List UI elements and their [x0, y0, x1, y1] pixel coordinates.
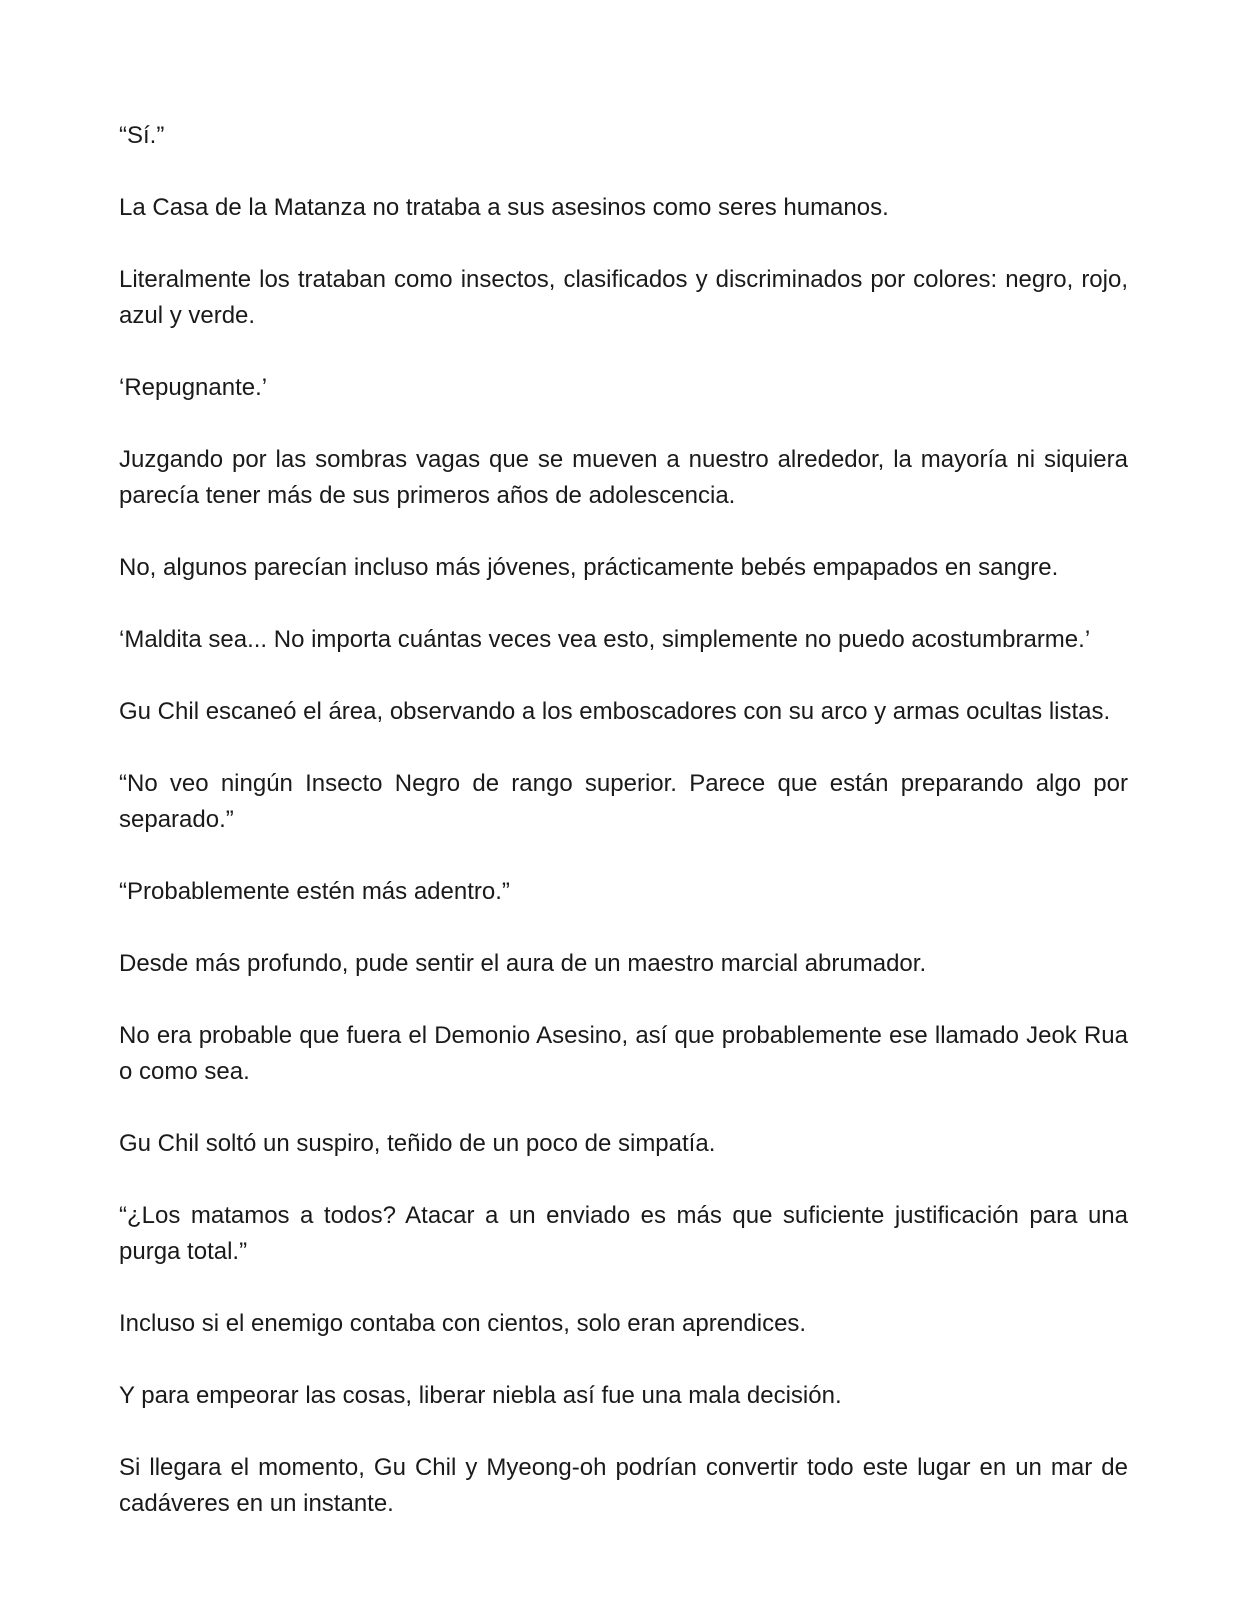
paragraph: ‘Maldita sea... No importa cuántas veces vea esto, simplemente no puedo acostumbrarme.’: [119, 626, 1091, 653]
paragraph: No era probable que fuera el Demonio Asesino, así que probablemente ese llamado Jeok Rua o como sea.: [119, 1022, 1128, 1085]
paragraph: Si llegara el momento, Gu Chil y Myeong-oh podrían convertir todo este lugar en un mar de cadáveres en un instante.: [119, 1454, 1128, 1517]
paragraph: Incluso si el enemigo contaba con cientos, solo eran aprendices.: [119, 1310, 807, 1337]
paragraph: Juzgando por las sombras vagas que se mueven a nuestro alrededor, la mayoría ni siquiera parecía tener más de sus primeros años de adolescencia.: [119, 446, 1128, 509]
paragraph: No, algunos parecían incluso más jóvenes, prácticamente bebés empapados en sangre.: [119, 554, 1059, 581]
paragraph: “¿Los matamos a todos? Atacar a un enviado es más que suficiente justificación para una purga total.”: [119, 1202, 1128, 1265]
paragraph: Desde más profundo, pude sentir el aura de un maestro marcial abrumador.: [119, 950, 927, 977]
paragraph: “Probablemente estén más adentro.”: [119, 878, 510, 905]
paragraph: Literalmente los trataban como insectos, clasificados y discriminados por colores: negro, rojo, azul y verde.: [119, 266, 1128, 329]
paragraph: Gu Chil escaneó el área, observando a los emboscadores con su arco y armas ocultas listas.: [119, 698, 1111, 725]
document-body: [119, 118, 1128, 1558]
paragraph: La Casa de la Matanza no trataba a sus asesinos como seres humanos.: [119, 194, 889, 221]
paragraph: ‘Repugnante.’: [119, 374, 268, 401]
paragraph: Gu Chil soltó un suspiro, teñido de un poco de simpatía.: [119, 1130, 716, 1157]
paragraph: Y para empeorar las cosas, liberar niebla así fue una mala decisión.: [119, 1382, 842, 1409]
paragraph: “No veo ningún Insecto Negro de rango superior. Parece que están preparando algo por separado.”: [119, 770, 1128, 833]
paragraph: “Sí.”: [119, 122, 165, 149]
